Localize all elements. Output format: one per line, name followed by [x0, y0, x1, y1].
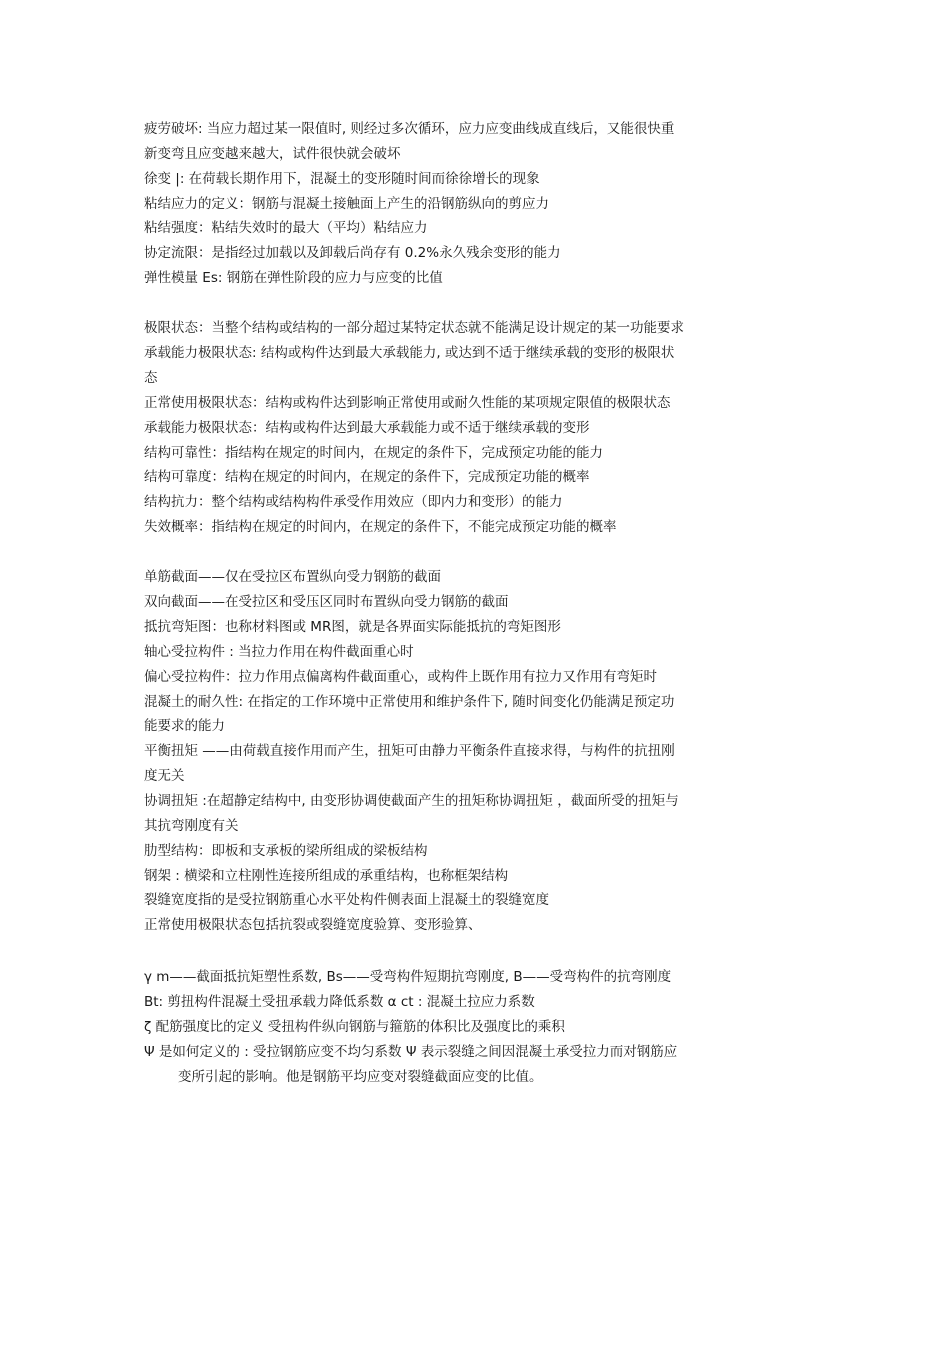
- text-line: 承载能力极限状态: 结构或构件达到最大承载能力, 或达到不适于继续承载的变形的极限状: [144, 345, 675, 361]
- text-line: 粘结强度：粘结失效时的最大（平均）粘结应力: [144, 220, 428, 236]
- text-line: 混凝土的耐久性: 在指定的工作环境中正常使用和维护条件下, 随时间变化仍能满足预定功: [144, 694, 675, 710]
- text-line: 钢架 : 横梁和立柱刚性连接所组成的承重结构，也称框架结构: [144, 868, 509, 884]
- text-line: γ m——截面抵抗矩塑性系数, Bs——受弯构件短期抗弯刚度, B——受弯构件的抗弯刚度: [144, 969, 672, 985]
- text-line: 正常使用极限状态包括抗裂或裂缝宽度验算、变形验算、: [144, 917, 482, 933]
- text-line: 裂缝宽度指的是受拉钢筋重心水平处构件侧表面上混凝土的裂缝宽度: [144, 892, 549, 908]
- text-line: Ψ 是如何定义的 : 受拉钢筋应变不均匀系数 Ψ 表示裂缝之间因混凝土承受拉力而对钢筋应: [144, 1044, 678, 1060]
- text-line: 平衡扭矩 ——由荷载直接作用而产生，扭矩可由静力平衡条件直接求得，与构件的抗扭刚: [144, 743, 675, 759]
- text-line: 能要求的能力: [144, 718, 225, 734]
- text-line: 结构可靠性：指结构在规定的时间内，在规定的条件下，完成预定功能的能力: [144, 445, 603, 461]
- text-line: 结构抗力：整个结构或结构构件承受作用效应（即内力和变形）的能力: [144, 494, 563, 510]
- text-line: 新变弯且应变越来越大，试件很快就会破坏: [144, 146, 401, 162]
- text-line: 抵抗弯矩图：也称材料图或 MR图，就是各界面实际能抵抗的弯矩图形: [144, 619, 561, 635]
- text-line: 极限状态：当整个结构或结构的一部分超过某特定状态就不能满足设计规定的某一功能要求: [144, 320, 684, 336]
- text-line: 结构可靠度：结构在规定的时间内，在规定的条件下，完成预定功能的概率: [144, 469, 590, 485]
- text-line: 弹性模量 Es: 钢筋在弹性阶段的应力与应变的比值: [144, 270, 443, 286]
- text-line: 态: [144, 370, 158, 386]
- text-line: 协调扭矩 :在超静定结构中, 由变形协调使截面产生的扭矩称协调扭矩 ，截面所受的扭矩与: [144, 793, 679, 809]
- text-line: 徐变 |: 在荷载长期作用下，混凝土的变形随时间而徐徐增长的现象: [144, 171, 540, 187]
- text-line: 单筋截面——仅在受拉区布置纵向受力钢筋的截面: [144, 569, 441, 585]
- text-line: 肋型结构：即板和支承板的梁所组成的梁板结构: [144, 843, 428, 859]
- text-line: 协定流限：是指经过加载以及卸载后尚存有 0.2%永久残余变形的能力: [144, 245, 561, 261]
- text-line: ζ 配筋强度比的定义 受扭构件纵向钢筋与箍筋的体积比及强度比的乘积: [144, 1019, 565, 1035]
- text-line: 度无关: [144, 768, 185, 784]
- text-line: 承载能力极限状态：结构或构件达到最大承载能力或不适于继续承载的变形: [144, 420, 590, 436]
- text-line: 其抗弯刚度有关: [144, 818, 239, 834]
- text-line: 轴心受拉构件 : 当拉力作用在构件截面重心时: [144, 644, 414, 660]
- text-line: 双向截面——在受拉区和受压区同时布置纵向受力钢筋的截面: [144, 594, 509, 610]
- text-line: 疲劳破坏: 当应力超过某一限值时, 则经过多次循环，应力应变曲线成直线后，又能很快重: [144, 121, 675, 137]
- text-line: 变所引起的影响。他是钢筋平均应变对裂缝截面应变的比值。: [178, 1069, 543, 1085]
- text-line: 正常使用极限状态：结构或构件达到影响正常使用或耐久性能的某项规定限值的极限状态: [144, 395, 671, 411]
- text-line: Bt: 剪扭构件混凝土受扭承载力降低系数 α ct : 混凝土拉应力系数: [144, 994, 535, 1010]
- text-line: 粘结应力的定义：钢筋与混凝土接触面上产生的沿钢筋纵向的剪应力: [144, 196, 549, 212]
- text-line: 偏心受拉构件：拉力作用点偏离构件截面重心，或构件上既作用有拉力又作用有弯矩时: [144, 669, 657, 685]
- text-line: 失效概率：指结构在规定的时间内，在规定的条件下，不能完成预定功能的概率: [144, 519, 617, 535]
